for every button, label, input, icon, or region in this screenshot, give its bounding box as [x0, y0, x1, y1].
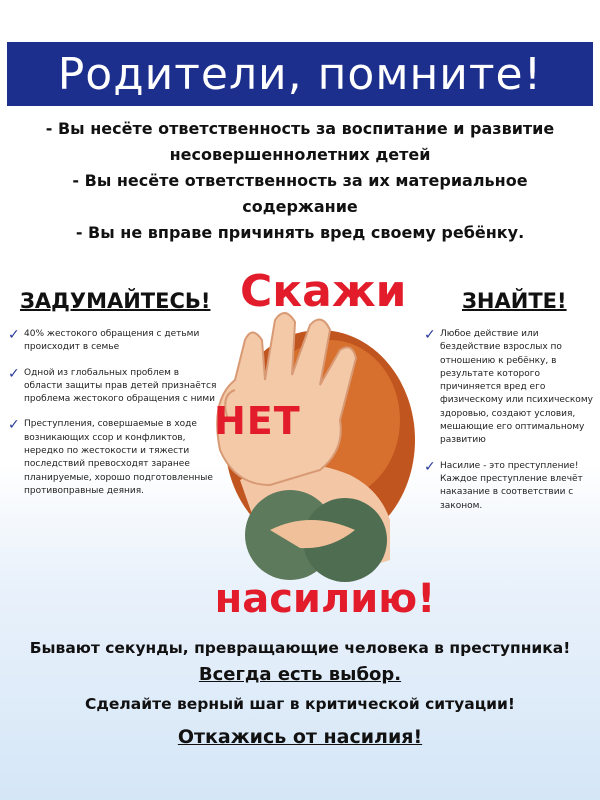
list-item [8, 418, 220, 498]
bottom-message [0, 636, 600, 756]
slogan-say: Скажи [240, 266, 407, 317]
rule-item: - Вы не вправе причинять вред своему ребёнку. [75, 223, 525, 242]
think-item-text: 40% жестокого обращения с детьми происходит в семье [24, 329, 200, 353]
know-item-text: Насилие - это преступление! Каждое преступление влечёт наказание в соответствии с законом. [440, 460, 583, 511]
list-item [8, 367, 220, 407]
know-item-text: Любое действие или бездействие взрослых по отношению к ребёнку, в результате которого причиняется вред его физическому или психическому здоровью, создают условия, мешающие его оптимальному развитию [440, 329, 593, 446]
rules-list [20, 116, 580, 246]
think-item-text: Одной из глобальных проблем в области защиты прав детей признаётся проблема жестокого обращения с ними [24, 367, 217, 405]
checkmark-icon: ✓ [8, 417, 20, 434]
bottom-line-choice: Всегда есть выбор. [198, 664, 402, 685]
title-banner [7, 42, 593, 106]
slogan-no: НЕТ [214, 399, 301, 443]
slogan-violence: насилию! [214, 576, 436, 622]
think-item-text: Преступления, совершаемые в ходе возникающих ссор и конфликтов, нередко по жестокости и тяжести последствий превосходят заранее планируемые, хорошо подготовленные противоправные деяния. [24, 419, 213, 496]
checkmark-icon: ✓ [8, 327, 20, 343]
checkmark-icon: ✓ [424, 458, 436, 475]
list-item [8, 328, 220, 355]
know-heading: ЗНАЙТЕ! [462, 289, 567, 313]
page-title: Родители, помните! [57, 48, 543, 100]
bottom-line-refuse: Откажись от насилия! [177, 726, 423, 748]
bottom-line: Сделайте верный шаг в критической ситуации! [85, 695, 515, 713]
think-column [8, 328, 220, 510]
rule-item: - Вы несёте ответственность за воспитание и развитие несовершеннолетних детей [45, 119, 555, 164]
list-item [424, 460, 596, 513]
bottom-line: Бывают секунды, превращающие человека в преступника! [29, 639, 571, 657]
rule-item: - Вы несёте ответственность за их материальное содержание [72, 171, 528, 216]
list-item [424, 328, 596, 448]
think-heading: ЗАДУМАЙТЕСЬ! [20, 289, 211, 313]
checkmark-icon: ✓ [8, 365, 20, 382]
know-column [424, 328, 596, 525]
checkmark-icon: ✓ [424, 327, 436, 343]
